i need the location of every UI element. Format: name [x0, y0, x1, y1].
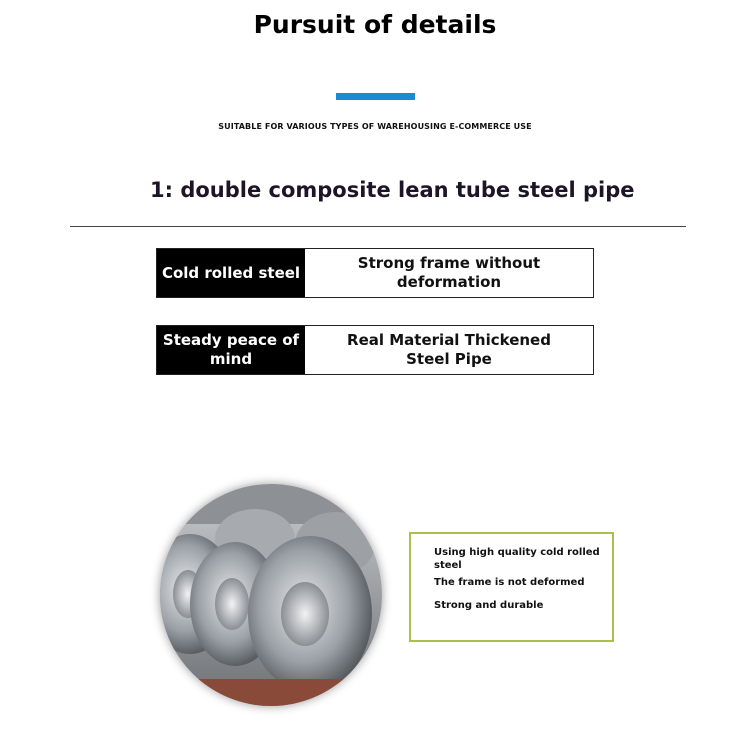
feature-item: Strong and durable — [434, 600, 544, 611]
feature-box — [409, 532, 614, 642]
spec-value: Strong frame without deformation — [357, 254, 541, 291]
feature-item: Using high quality cold rolled steel — [434, 547, 600, 571]
spec-row — [156, 248, 594, 298]
accent-bar — [336, 93, 415, 100]
steel-coil-photo — [160, 484, 382, 706]
spec-label: Steady peace of mind — [157, 326, 305, 374]
divider — [70, 226, 686, 227]
feature-item: The frame is not deformed — [434, 577, 585, 588]
spec-row — [156, 325, 594, 375]
spec-label: Cold rolled steel — [157, 249, 305, 297]
spec-value: Real Material Thickened Steel Pipe — [347, 331, 551, 368]
page-title: Pursuit of details — [253, 10, 497, 39]
subtitle: SUITABLE FOR VARIOUS TYPES OF WAREHOUSING E-COMMERCE USE — [218, 122, 532, 131]
section-heading: 1: double composite lean tube steel pipe — [150, 178, 635, 202]
